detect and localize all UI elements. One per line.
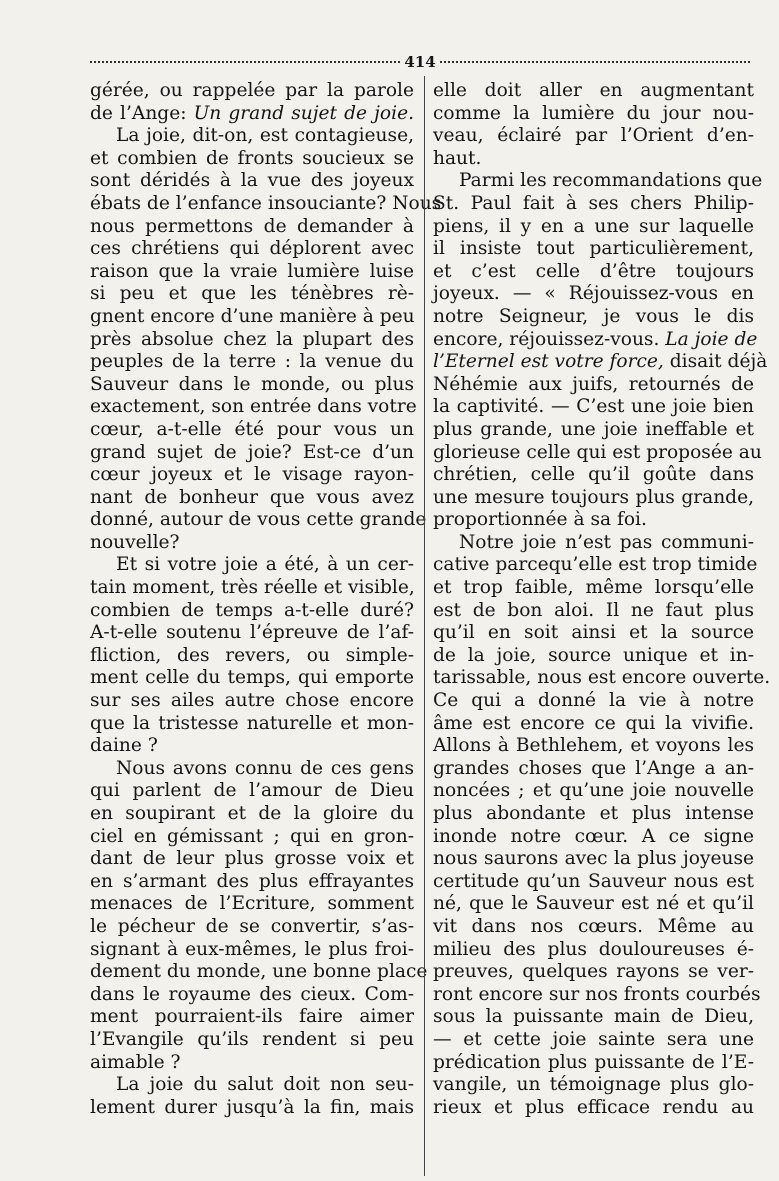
- text-line: [433, 826, 754, 849]
- text-line: [90, 487, 414, 510]
- line-text: St. Paul fait à ses chers Philip-: [433, 192, 754, 214]
- text-line: [90, 735, 414, 758]
- line-text: nous permettons de demander à: [90, 215, 414, 237]
- text-line: [433, 306, 754, 329]
- text-line: [90, 80, 414, 103]
- text-line: [90, 419, 414, 442]
- line-text: si peu et que les ténèbres rè-: [90, 283, 414, 305]
- text-line: [433, 125, 754, 148]
- line-text: sous la puissante main de Dieu,: [433, 1006, 754, 1028]
- text-line: [433, 893, 754, 916]
- text-line: [90, 125, 414, 148]
- line-text: nouvelle?: [90, 531, 180, 553]
- line-text: exactement, son entrée dans votre: [90, 396, 417, 418]
- page-header: [90, 52, 750, 72]
- line-text: et trop faible, même lorsqu’elle: [433, 577, 754, 599]
- line-text: A-t-elle soutenu l’épreuve de l’af-: [90, 622, 414, 644]
- text-line: [90, 396, 417, 419]
- left-column: [90, 80, 442, 1119]
- text-line: [90, 780, 414, 803]
- line-text: cœur, a-t-elle été pour vous un: [90, 418, 414, 440]
- text-line: [433, 803, 754, 826]
- text-line: [90, 464, 414, 487]
- text-line: [433, 509, 754, 532]
- text-line: [433, 80, 754, 103]
- text-line: [90, 216, 414, 239]
- text-line: [90, 374, 414, 397]
- text-line: [90, 1074, 414, 1097]
- text-line: [90, 442, 414, 465]
- line-text: ébats de l’enfance insouciante? Nous: [90, 192, 442, 214]
- text-line: [90, 667, 414, 690]
- text-line: [90, 532, 414, 555]
- text-line: [90, 622, 414, 645]
- text-line: [433, 871, 754, 894]
- line-text: Nous avons connu de ces gens: [116, 757, 414, 779]
- line-text: il insiste tout particulièrement,: [433, 238, 754, 260]
- text-line: [433, 577, 754, 600]
- line-text: lement durer jusqu’à la fin, mais: [90, 1096, 414, 1118]
- text-line: [90, 103, 414, 126]
- text-line: [433, 487, 754, 510]
- line-text: La joie du salut doit non seu-: [116, 1074, 414, 1096]
- text-line: [433, 848, 754, 871]
- text-line: [90, 690, 414, 713]
- line-text: milieu des plus douloureuses é-: [433, 938, 754, 960]
- text-line: [433, 1006, 754, 1029]
- line-text: noncées ; et qu’une joie nouvelle: [433, 780, 754, 802]
- text-line: [90, 170, 414, 193]
- text-line: [433, 1074, 754, 1097]
- text-line: [90, 713, 414, 736]
- line-text: inonde notre cœur. A ce signe: [433, 825, 754, 847]
- line-text: rieux et plus efficace rendu au: [433, 1096, 754, 1118]
- text-line: [433, 758, 754, 781]
- text-line: [433, 983, 761, 1007]
- line-text: ront encore sur nos fronts courbés: [433, 983, 761, 1005]
- line-text: cœur joyeux et le visage rayon-: [90, 464, 414, 486]
- line-text: et combien de fronts soucieux se: [90, 147, 414, 169]
- line-text: ment pourraient-ils faire aimer: [90, 1006, 414, 1028]
- right-column: [433, 80, 771, 1119]
- line-text: Et si votre joie a été, à un cer-: [116, 554, 414, 576]
- text-line: [90, 261, 414, 284]
- line-text: Allons à Bethlehem, et voyons les: [433, 735, 754, 757]
- header-rule-left: [90, 61, 400, 63]
- text-line: [90, 984, 414, 1007]
- text-line: [433, 645, 754, 668]
- line-text: notre Seigneur, je vous le dis: [433, 305, 754, 327]
- line-text: tarissable, nous est encore ouverte.: [433, 667, 771, 689]
- text-line: [90, 758, 414, 781]
- text-line: [90, 148, 414, 171]
- line-text: le pécheur de se convertir, s’as-: [90, 915, 414, 937]
- line-text: proportionnée à sa foi.: [433, 509, 647, 531]
- text-line: [90, 283, 414, 306]
- text-line: [433, 238, 754, 261]
- line-text: dans le royaume des cieux. Com-: [90, 983, 414, 1005]
- text-line: [433, 351, 768, 374]
- line-text: signant à eux-mêmes, le plus froi-: [90, 938, 414, 960]
- line-text: de l’Ange:: [90, 102, 194, 124]
- line-text: glorieuse celle qui est proposée au: [433, 441, 762, 463]
- text-line: [433, 667, 771, 690]
- line-text: sur ses ailes autre chose encore: [90, 690, 414, 712]
- line-text: dement du monde, une bonne place: [90, 961, 428, 983]
- text-line: [433, 148, 754, 171]
- line-text: comme la lumière du jour nou-: [433, 102, 754, 124]
- line-text: chrétien, celle qu’il goûte dans: [433, 464, 754, 486]
- text-line: [433, 554, 758, 577]
- line-text: La joie, dit-on, est contagieuse,: [116, 125, 414, 147]
- line-text: Notre joie n’est pas communi-: [459, 531, 754, 553]
- line-text: Parmi les recommandations que: [459, 170, 763, 192]
- line-text: ment celle du temps, qui emporte: [90, 667, 414, 689]
- line-text: grand sujet de joie? Est-ce d’un: [90, 441, 414, 463]
- text-line: [433, 1052, 754, 1075]
- line-text: Sauveur dans le monde, ou plus: [90, 373, 414, 395]
- line-text: — et cette joie sainte sera une: [433, 1028, 754, 1050]
- text-line: [90, 238, 414, 261]
- line-text: est de bon aloi. Il ne faut plus: [433, 599, 754, 621]
- text-line: [90, 1052, 414, 1075]
- text-line: [90, 600, 414, 623]
- line-text: dant de leur plus grosse voix et: [90, 848, 414, 870]
- line-text: plus abondante et plus intense: [433, 803, 754, 824]
- line-text: gnent encore d’une manière à peu: [90, 305, 415, 327]
- line-text: en soupirant et de la gloire du: [90, 803, 414, 824]
- line-text: une mesure toujours plus grande,: [433, 486, 754, 508]
- text-line: [433, 690, 754, 713]
- text-line: [90, 577, 414, 600]
- line-text: l’Evangile qu’ils rendent si peu: [90, 1028, 414, 1050]
- column-divider: [424, 76, 425, 1176]
- text-line: [433, 193, 754, 216]
- line-text: disait déjà: [663, 351, 768, 373]
- text-line: [90, 329, 414, 352]
- text-line: [90, 554, 414, 577]
- page-number: 414: [404, 53, 436, 71]
- line-text: menaces de l’Ecriture, somment: [90, 893, 414, 915]
- text-line: [90, 916, 414, 939]
- text-line: [90, 1029, 414, 1052]
- line-text: Ce qui a donné la vie à notre: [433, 690, 754, 712]
- line-text: ciel en gémissant ; qui en gron-: [90, 825, 414, 847]
- text-line: [90, 306, 414, 329]
- line-text: peuples de la terre : la venue du: [90, 351, 414, 373]
- italic-text: La joie de: [665, 328, 758, 350]
- text-line: [433, 328, 758, 352]
- text-line: [90, 893, 414, 916]
- line-text: fliction, des revers, ou simple-: [90, 644, 414, 666]
- text-line: [90, 848, 414, 871]
- text-line: [90, 871, 414, 894]
- line-text: qu’il en soit ainsi et la source: [433, 622, 754, 644]
- line-text: piens, il y en a une sur laquelle: [433, 215, 754, 237]
- text-line: [433, 1029, 754, 1052]
- text-line: [90, 939, 414, 962]
- line-text: qui parlent de l’amour de Dieu: [90, 780, 414, 802]
- line-text: près absolue chez la plupart des: [90, 328, 414, 350]
- line-text: cative parcequ’elle est trop timide: [433, 554, 758, 576]
- line-text: haut.: [433, 147, 482, 169]
- line-text: prédication plus puissante de l’E-: [433, 1051, 754, 1073]
- line-text: vit dans nos cœurs. Même au: [433, 915, 754, 937]
- line-text: veau, éclairé par l’Orient d’en-: [433, 125, 754, 147]
- text-line: [433, 419, 754, 442]
- italic-text: l’Eternel est votre force,: [433, 351, 664, 373]
- line-text: joyeux. — « Réjouissez-vous en: [433, 283, 754, 305]
- line-text: aimable ?: [90, 1051, 181, 1073]
- text-line: [433, 1097, 754, 1120]
- line-text: plus grande, une joie ineffable et: [433, 418, 754, 440]
- text-line: [433, 939, 754, 962]
- line-text: né, que le Sauveur est né et qu’il: [433, 893, 754, 915]
- text-line: [433, 961, 754, 984]
- line-text: certitude qu’un Sauveur nous est: [433, 870, 754, 892]
- text-line: [90, 351, 414, 374]
- line-text: de la joie, source unique et in-: [433, 644, 754, 666]
- line-text: daine ?: [90, 735, 158, 757]
- text-line: [433, 216, 754, 239]
- text-line: [433, 916, 754, 939]
- line-text: nant de bonheur que vous avez: [90, 486, 414, 508]
- line-text: elle doit aller en augmentant: [433, 80, 754, 101]
- text-line: [433, 464, 754, 487]
- text-line: [433, 713, 754, 736]
- text-line: [90, 826, 414, 849]
- text-line: [433, 283, 754, 306]
- line-text: Néhémie aux juifs, retournés de: [433, 373, 754, 395]
- line-text: âme est encore ce qui la vivifie.: [433, 712, 754, 734]
- text-line: [433, 532, 754, 555]
- line-text: grandes choses que l’Ange a an-: [433, 757, 754, 779]
- line-text: preuves, quelques rayons se ver-: [433, 961, 754, 983]
- line-text: tain moment, très réelle et visible,: [90, 577, 415, 599]
- line-text: donné, autour de vous cette grande: [90, 509, 427, 531]
- line-text: sont déridés à la vue des joyeux: [90, 170, 414, 192]
- text-line: [90, 645, 414, 668]
- line-text: ces chrétiens qui déplorent avec: [90, 238, 414, 260]
- text-line: [90, 192, 442, 216]
- line-text: la captivité. — C’est une joie bien: [433, 396, 754, 418]
- line-text: encore, réjouissez-vous.: [433, 328, 666, 350]
- text-line: [90, 1097, 414, 1120]
- text-line: [433, 600, 754, 623]
- header-rule-right: [440, 61, 750, 63]
- text-line: [433, 441, 762, 465]
- text-line: [433, 261, 754, 284]
- text-line: [433, 374, 754, 397]
- line-text: gérée, ou rappelée par la parole: [90, 80, 414, 101]
- line-text: raison que la vraie lumière luise: [90, 260, 414, 282]
- text-line: [90, 961, 428, 984]
- line-text: vangile, un témoignage plus glo-: [433, 1074, 754, 1096]
- italic-text: Un grand sujet de joie.: [193, 102, 414, 124]
- line-text: nous saurons avec la plus joyeuse: [433, 848, 754, 870]
- text-line: [433, 170, 763, 193]
- line-text: en s’armant des plus effrayantes: [90, 870, 414, 892]
- line-text: combien de temps a-t-elle duré?: [90, 599, 414, 621]
- text-line: [433, 396, 754, 419]
- line-text: et c’est celle d’être toujours: [433, 260, 754, 282]
- text-line: [433, 735, 754, 758]
- text-line: [90, 803, 414, 826]
- line-text: que la tristesse naturelle et mon-: [90, 712, 414, 734]
- text-line: [433, 622, 754, 645]
- text-line: [433, 103, 754, 126]
- text-line: [90, 1006, 414, 1029]
- text-line: [433, 780, 754, 803]
- text-line: [90, 509, 427, 532]
